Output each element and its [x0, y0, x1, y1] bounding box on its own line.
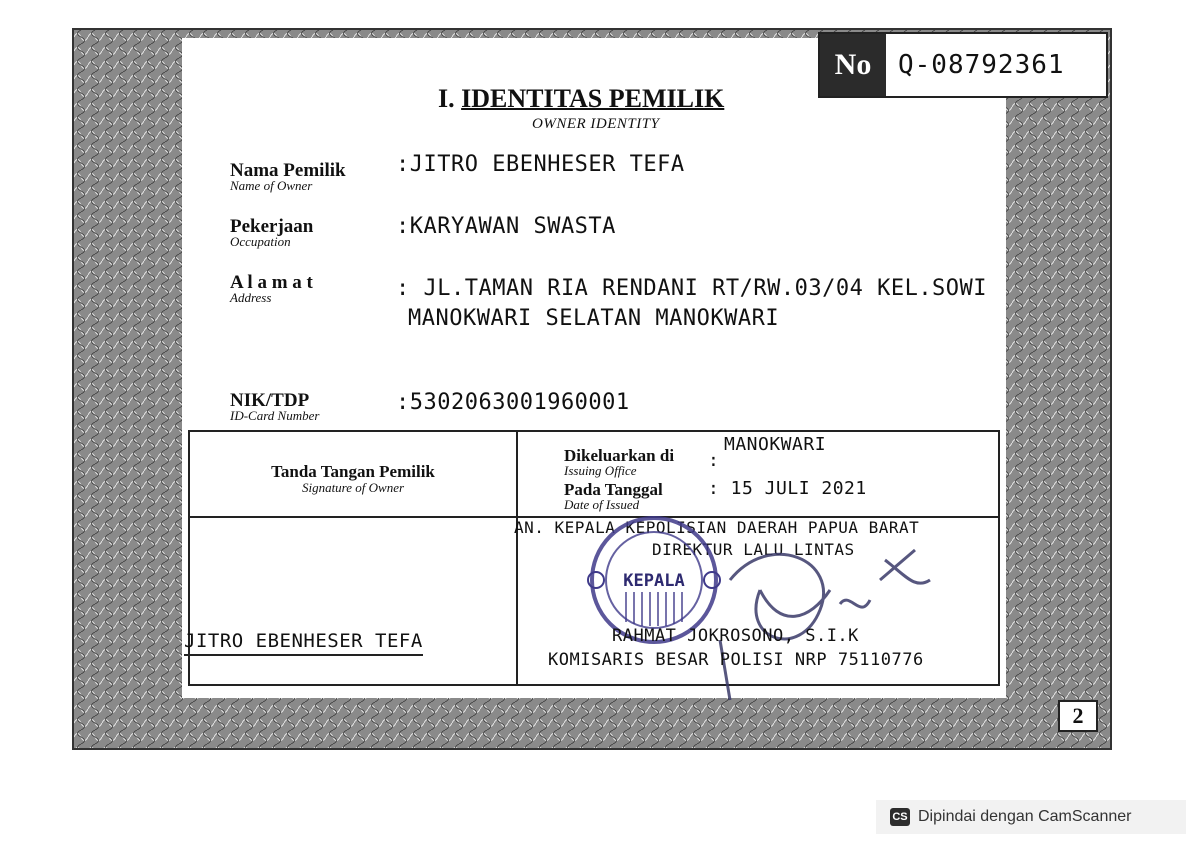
occupation-label-id: Pekerjaan [230, 216, 314, 237]
owner-name-label-en: Name of Owner [230, 178, 313, 193]
number-value: Q-08792361 [898, 50, 1065, 80]
number-label: No [820, 34, 886, 96]
issued-at-label [564, 446, 674, 479]
issued-date-label [564, 480, 663, 513]
owner-name-value: :JITRO EBENHESER TEFA [396, 152, 685, 177]
official-name: RAHMAT JOKROSONO, S.I.K [612, 626, 859, 646]
address-label [230, 272, 313, 306]
authority-line2: DIREKTUR LALU LINTAS [652, 540, 855, 559]
document-number-box [818, 32, 1108, 98]
issued-at-label-en: Issuing Office [564, 463, 637, 478]
issued-date-value: : 15 JULI 2021 [708, 478, 867, 499]
address-value-line1: : JL.TAMAN RIA RENDANI RT/RW.03/04 KEL.SOWI [396, 276, 988, 301]
id-card-label [230, 390, 319, 424]
issued-date-label-en: Date of Issued [564, 497, 640, 512]
occupation-value: :KARYAWAN SWASTA [396, 214, 616, 239]
id-card-label-en: ID-Card Number [230, 408, 320, 423]
address-label-en: Address [230, 290, 272, 305]
stamp-text: KEPALA [623, 571, 685, 591]
page-number: 2 [1058, 700, 1098, 732]
owner-name-label [230, 160, 346, 194]
id-card-label-id: NIK/TDP [230, 390, 310, 411]
owner-printed-name: JITRO EBENHESER TEFA [184, 630, 423, 656]
authority-line1: AN. KEPALA KEPOLISIAN DAERAH PAPUA BARAT [514, 518, 920, 537]
camscanner-icon: CS [890, 808, 910, 826]
section-subtitle: OWNER IDENTITY [532, 116, 660, 132]
table-divider-vertical [516, 430, 518, 686]
official-signature [700, 520, 940, 710]
section-title [438, 84, 724, 114]
address-label-id: A l a m a t [230, 272, 313, 293]
camscanner-watermark [876, 800, 1186, 834]
official-rank: KOMISARIS BESAR POLISI NRP 75110776 [548, 650, 924, 670]
issued-at-separator: : [708, 450, 720, 471]
occupation-label [230, 216, 313, 250]
address-value-line2: MANOKWARI SELATAN MANOKWARI [408, 306, 780, 331]
issued-at-value: MANOKWARI [724, 434, 827, 455]
issued-at-label-id: Dikeluarkan di [564, 446, 675, 465]
occupation-label-en: Occupation [230, 234, 291, 249]
section-title-text: IDENTITAS PEMILIK [461, 84, 725, 113]
owner-signature-header [190, 462, 516, 496]
id-card-value: :5302063001960001 [396, 390, 630, 415]
owner-signature-label: Tanda Tangan Pemilik [271, 462, 435, 481]
section-numeral: I. [438, 84, 455, 113]
issued-date-label-id: Pada Tanggal [564, 480, 663, 499]
owner-name-label-id: Nama Pemilik [230, 160, 346, 181]
camscanner-text: Dipindai dengan CamScanner [918, 808, 1132, 825]
owner-signature-label-en: Signature of Owner [301, 480, 405, 495]
